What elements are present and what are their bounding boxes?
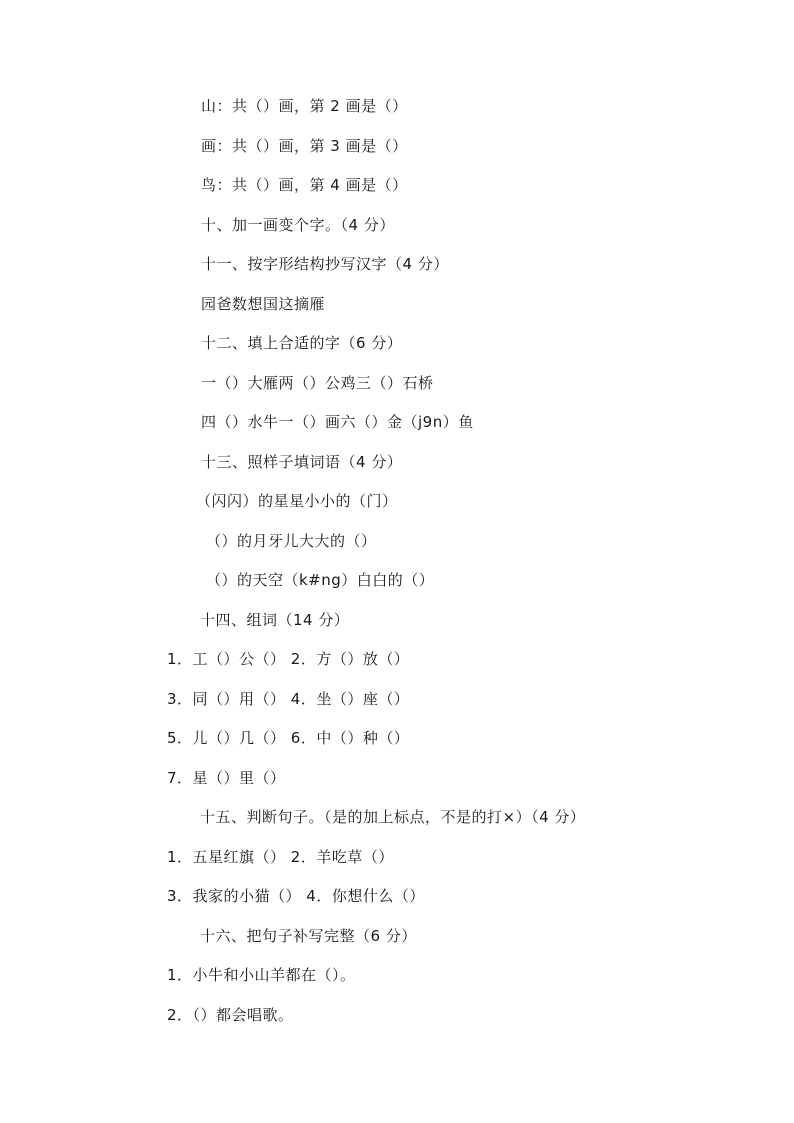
- example-phrase-2: （）的月牙儿大大的（）: [206, 532, 377, 550]
- fill-measure-word-1: 一（）大雁两（）公鸡三（）石桥: [201, 374, 434, 392]
- judge-sentence-row-2: 3．我家的小猫（） 4．你想什么（）: [167, 887, 425, 905]
- stroke-question-shan: 山：共（）画，第 2 画是（）: [201, 97, 408, 115]
- section-heading-15: 十五、判断句子。（是的加上标点，不是的打×）（4 分）: [200, 808, 586, 826]
- word-group-row-1: 1．工（）公（） 2．方（）放（）: [167, 650, 410, 668]
- fill-measure-word-2: 四（）水牛一（）画六（）金（j9n）鱼: [201, 413, 474, 431]
- complete-sentence-1: 1．小牛和小山羊都在（）。: [167, 966, 356, 984]
- stroke-question-niao: 鸟：共（）画，第 4 画是（）: [201, 176, 408, 194]
- section-heading-16: 十六、把句子补写完整（6 分）: [200, 927, 417, 945]
- word-group-row-3: 5．儿（）几（） 6．中（）种（）: [167, 729, 410, 747]
- stroke-question-hua: 画：共（）画，第 3 画是（）: [201, 137, 408, 155]
- complete-sentence-2: 2．（）都会唱歌。: [167, 1006, 294, 1024]
- example-phrase-1: （闪闪）的星星小小的（门）: [196, 492, 398, 510]
- section-heading-14: 十四、组词（14 分）: [200, 611, 350, 629]
- word-group-row-4: 7．星（）里（）: [167, 769, 286, 787]
- section-heading-10: 十、加一画变个字。（4 分）: [201, 216, 395, 234]
- word-group-row-2: 3．同（）用（） 4．坐（）座（）: [167, 690, 410, 708]
- character-list: 园爸数想国这摘雁: [201, 295, 326, 313]
- section-heading-12: 十二、填上合适的字（6 分）: [201, 334, 403, 352]
- section-heading-13: 十三、照样子填词语（4 分）: [201, 453, 403, 471]
- section-heading-11: 十一、按字形结构抄写汉字（4 分）: [201, 255, 449, 273]
- example-phrase-3: （）的天空（k#ng）白白的（）: [206, 571, 435, 589]
- judge-sentence-row-1: 1．五星红旗（） 2．羊吃草（）: [167, 848, 394, 866]
